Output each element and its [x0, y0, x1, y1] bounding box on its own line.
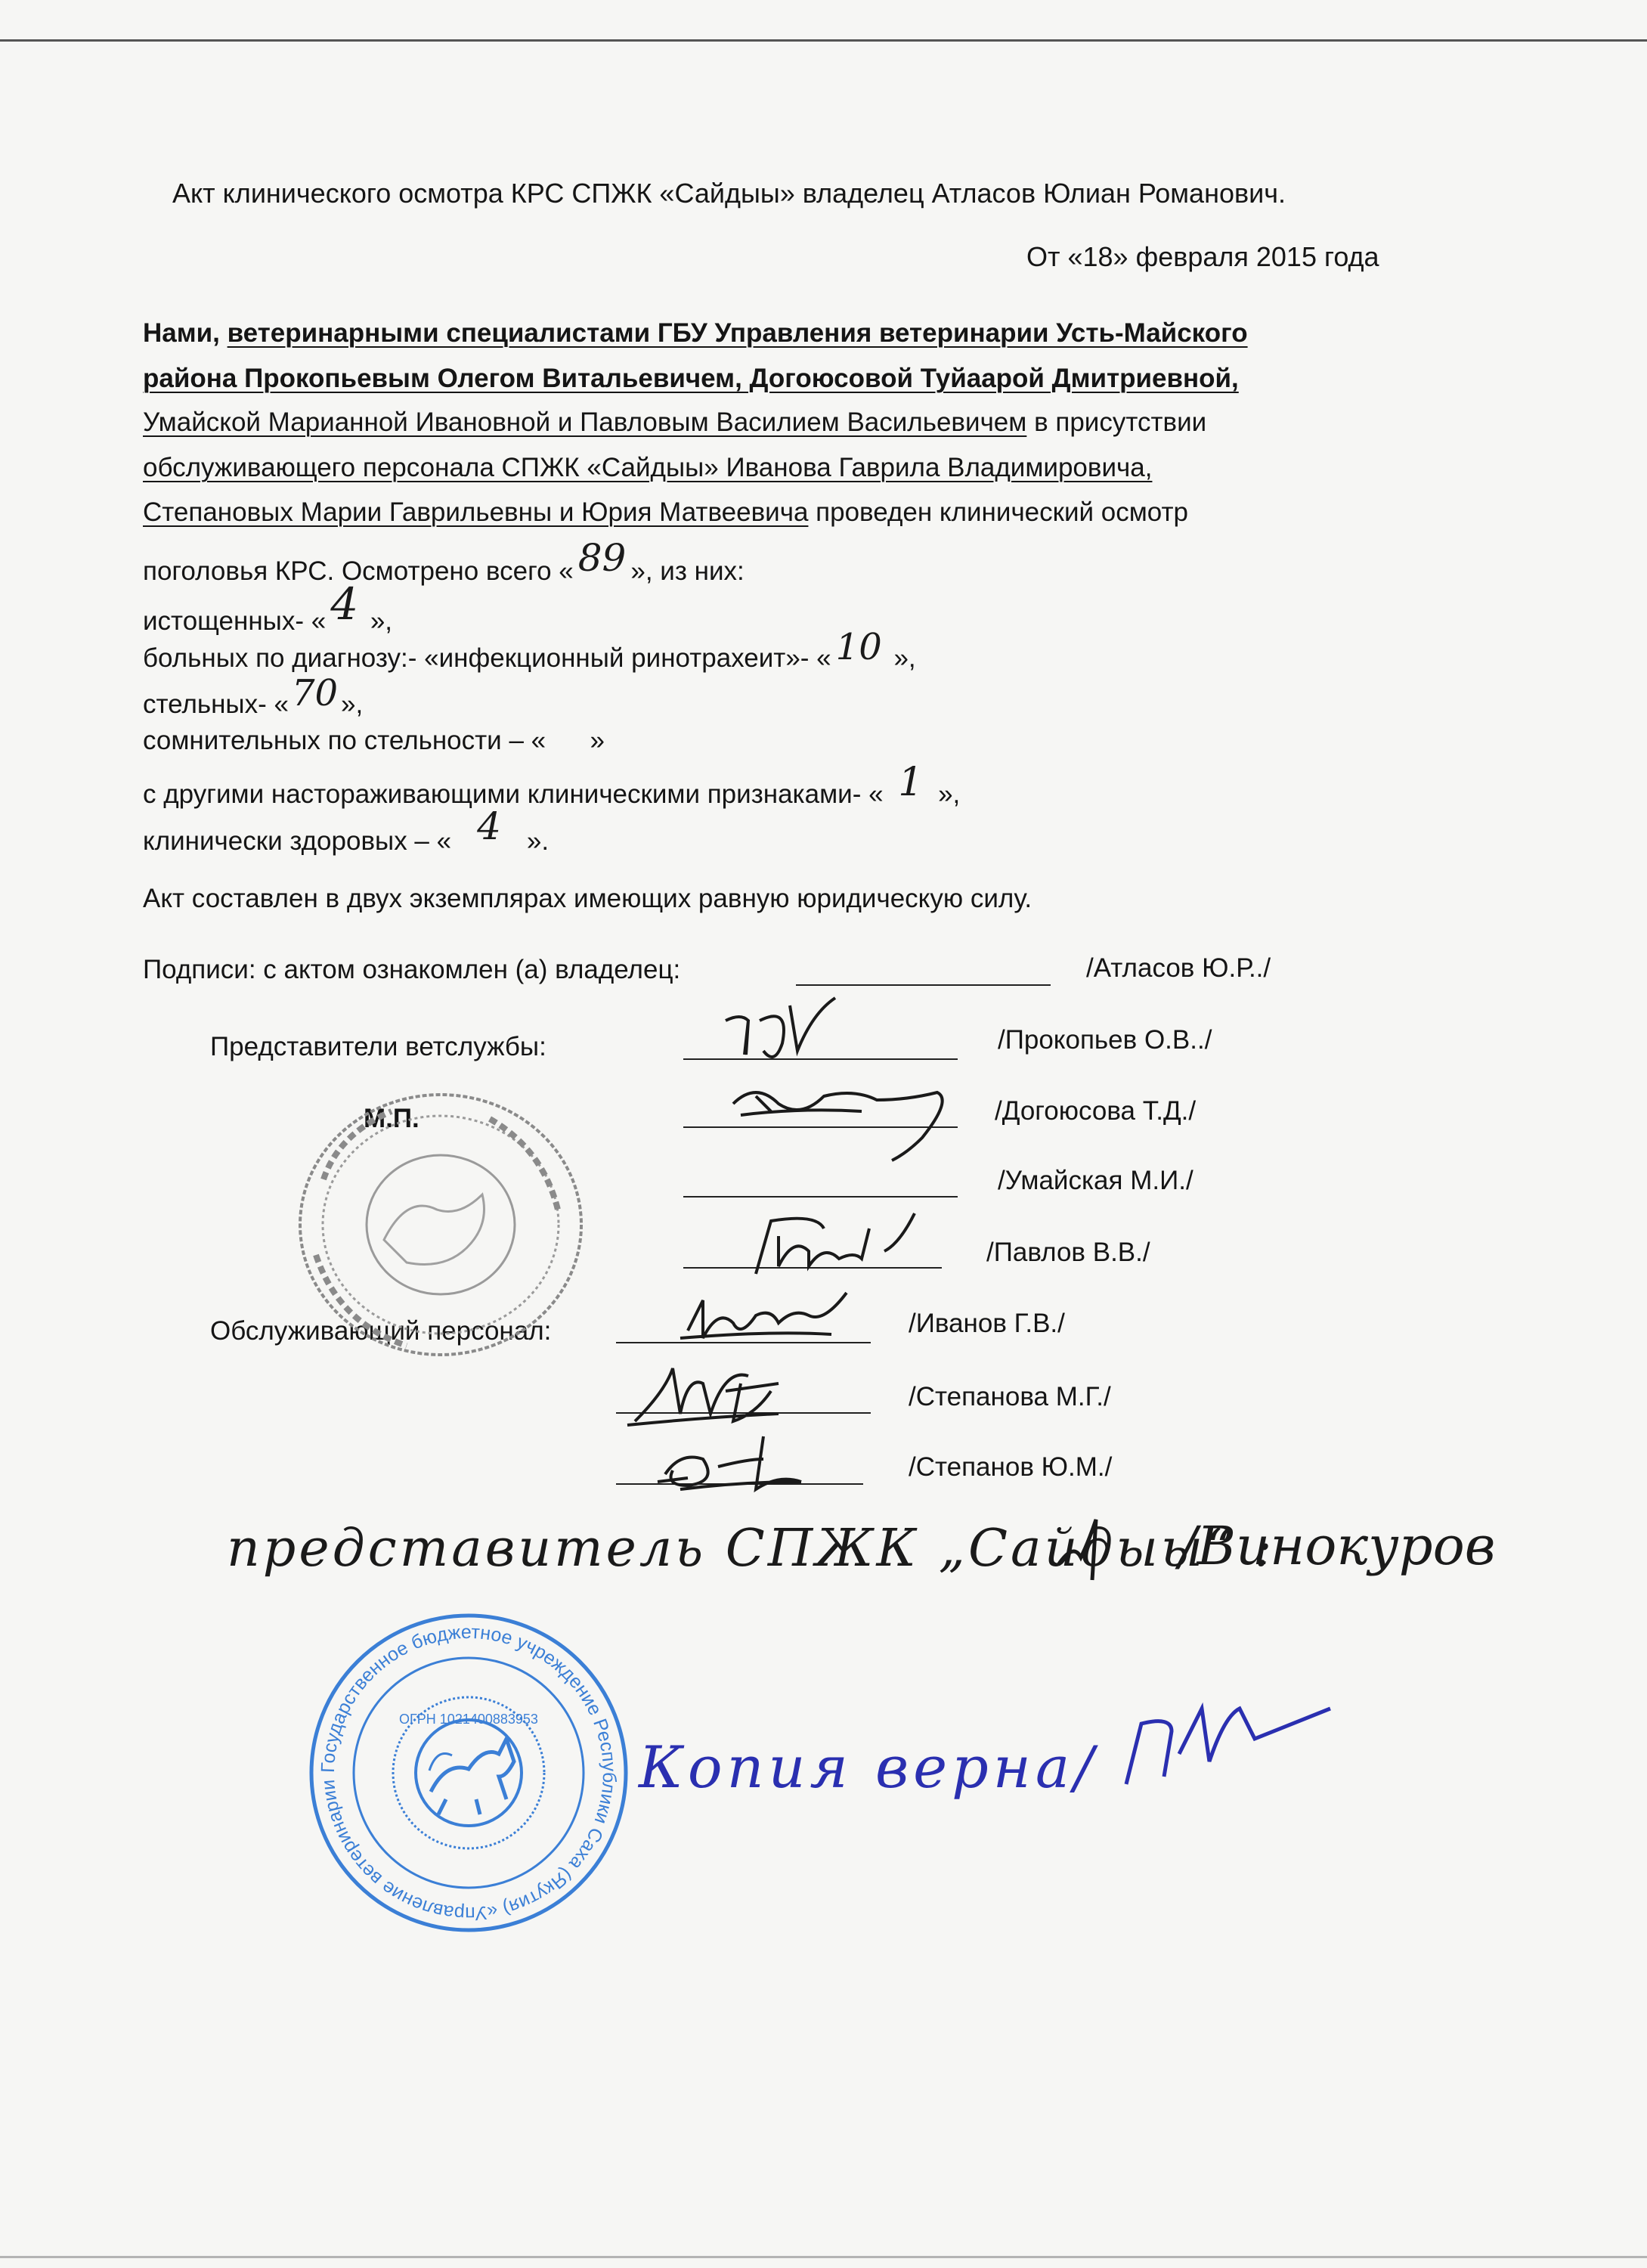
scan-edge-top: [0, 39, 1647, 42]
staff-name-1: /Иванов Г.В./: [909, 1309, 1065, 1338]
vet-service-stamp-blue: [294, 1594, 635, 1935]
owner-name: /Атласов Ю.Р../: [1086, 953, 1271, 983]
signature-pavlov: [733, 1206, 922, 1281]
document-title: Акт клинического осмотра КРС СПЖК «Сайдыы» владелец Атласов Юлиан Романович.: [172, 178, 1286, 209]
count-exhausted-suffix: »,: [363, 606, 393, 636]
intro-vet-specialists: ветеринарными специалистами ГБУ Управления ветеринарии Усть-Майского: [227, 318, 1248, 348]
staff-name-3: /Степанов Ю.М./: [909, 1452, 1113, 1482]
count-sick-label: больных по диагнозу:- «инфекционный ринотрахеит»- «: [143, 643, 831, 673]
representative-name: /Винокуров: [1179, 1515, 1496, 1577]
count-sick-value: 10: [835, 626, 882, 668]
signature-stepanov: [650, 1429, 824, 1504]
owner-signature-label: Подписи: с актом ознакомлен (а) владелец:: [143, 955, 681, 984]
blue-stamp-ring-text: Государственное бюджетное учреждение Республики Саха (Якутия) «Управление ветеринарии Усть-Майского улуса (района)» с ветеринарно-испытательной лабораторией: [294, 1594, 621, 1925]
intro-staff: обслуживающего персонала СПЖК «Сайдыы» Иванова Гаврила Владимировича,: [143, 453, 1153, 482]
count-pregnant-suffix: »,: [341, 689, 364, 719]
scan-edge-bottom: [0, 2256, 1647, 2258]
count-exhausted: [143, 578, 393, 637]
count-other: [143, 760, 961, 810]
count-other-label: с другими настораживающими клиническими признаками- «: [143, 779, 891, 809]
count-other-suffix: »,: [930, 779, 961, 809]
intro-presence: в присутствии: [1026, 407, 1207, 437]
staff-name-2: /Степанова М.Г./: [909, 1382, 1111, 1411]
count-sick-suffix: »,: [886, 643, 916, 673]
intro-staff-2: Степановых Марии Гаврильевны и Юрия Матвеевича: [143, 497, 809, 527]
document-date: От «18» февраля 2015 года: [1026, 241, 1379, 272]
count-total-value: 89: [577, 536, 627, 580]
count-pregnant: [143, 672, 364, 719]
count-healthy-suffix: ».: [526, 826, 550, 856]
count-healthy: [143, 804, 550, 856]
count-exhausted-value: 4: [330, 578, 359, 630]
count-total-label: поголовья КРС. Осмотрено всего «: [143, 556, 574, 586]
vet-name-1: /Прокопьев О.В../: [998, 1025, 1212, 1055]
signature-stepanova: [612, 1353, 809, 1436]
certified-copy-note: Копия верна/: [639, 1734, 1098, 1801]
vet-name-3: /Умайская М.И./: [998, 1166, 1193, 1195]
signature-dogoyusova: [726, 1058, 967, 1157]
intro-exam: проведен клинический осмотр: [808, 497, 1188, 527]
vet-name-4: /Павлов В.В./: [986, 1238, 1150, 1267]
intro-line-5: [143, 499, 1188, 525]
count-doubtful: сомнительных по стельности – « »: [143, 726, 605, 755]
representative-note-text: представитель СПЖК „Сайдыы“ :: [227, 1519, 1275, 1579]
representative-note: [227, 1519, 1275, 1579]
vet-service-label: Представители ветслужбы:: [210, 1032, 546, 1061]
vet-signature-line-3: [683, 1196, 958, 1198]
count-healthy-value: 4: [477, 804, 501, 848]
intro-vet-names: района Прокопьевым Олегом Витальевичем, Догоюсовой Туйаарой Дмитриевной,: [143, 364, 1239, 393]
owner-signature-line: [796, 984, 1051, 986]
intro-line-3: [143, 409, 1206, 435]
count-total: [143, 536, 745, 586]
intro-lead: Нами,: [143, 318, 228, 348]
signature-certified-copy: [1119, 1701, 1338, 1799]
count-sick: [143, 626, 916, 673]
signature-ivanov: [673, 1285, 862, 1353]
count-healthy-label: клинически здоровых – «: [143, 826, 452, 856]
intro-line-2: [143, 365, 1239, 392]
count-exhausted-label: истощенных- «: [143, 606, 327, 636]
count-pregnant-value: 70: [291, 672, 339, 714]
vet-service-stamp-gray: [293, 1089, 588, 1361]
count-pregnant-label: стельных- «: [143, 689, 289, 719]
svg-text:ОГРН 1021400883953: ОГРН 1021400883953: [399, 1712, 538, 1727]
vet-name-2: /Догоюсова Т.Д./: [995, 1096, 1197, 1126]
staff-label: Обслуживающий персонал:: [210, 1316, 552, 1346]
intro-line-4: [143, 454, 1152, 481]
intro-vet-names-2: Умайской Марианной Ивановной и Павловым Василием Васильевичем: [143, 407, 1027, 437]
count-total-suffix: », из них:: [630, 556, 745, 586]
intro-line-1: [143, 320, 1248, 346]
count-other-value: 1: [898, 760, 924, 805]
signature-representative: [1051, 1512, 1104, 1580]
copies-statement: Акт составлен в двух экземплярах имеющих равную юридическую силу.: [143, 884, 1032, 913]
stamp-place-label: М.П.: [364, 1104, 419, 1133]
signature-prokopyev: [718, 998, 847, 1066]
